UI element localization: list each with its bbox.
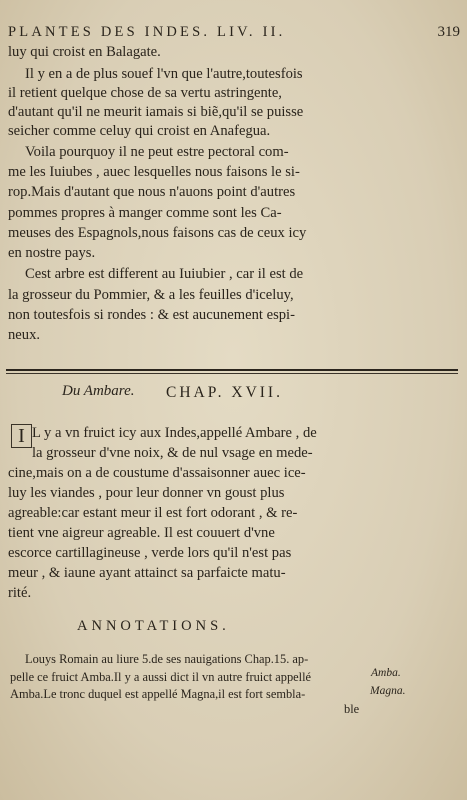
text-line: non toutesfois si rondes : & est aucunement espi-	[8, 307, 295, 323]
text-line: meur , & iaune ayant attainct sa parfaicte matu-	[8, 565, 286, 581]
text-line: seicher comme celuy qui croist en Anafegua.	[8, 123, 271, 139]
text-line: il retient quelque chose de sa vertu astringente,	[8, 85, 282, 101]
text-line: Cest arbre est different au Iuiubier , car il est de	[25, 266, 304, 282]
annotations-heading: ANNOTATIONS.	[77, 618, 230, 634]
text-line: tient vne aigreur agreable. Il est couuert d'vne	[8, 525, 275, 541]
annotation-line: Louys Romain au liure 5.de ses nauigations Chap.15. ap-	[25, 652, 309, 666]
text-line: rité.	[8, 585, 32, 601]
text-line: meuses des Espagnols,nous faisons cas de ceux icy	[8, 225, 307, 241]
text-line: neux.	[8, 327, 41, 343]
running-title: PLANTES DES INDES. LIV. II.	[8, 24, 286, 40]
text-line: en nostre pays.	[8, 245, 96, 261]
section-rule	[6, 373, 458, 374]
text-line: escorce cartillagineuse , verde lors qu'il n'est pas	[8, 545, 292, 561]
text-line: la grosseur du Pommier, & a les feuilles d'iceluy,	[8, 287, 294, 303]
annotation-line: Amba.Le tronc duquel est appellé Magna,il est fort sembla-	[10, 687, 306, 701]
text-line: Il y en a de plus souef l'vn que l'autre,toutesfois	[25, 66, 303, 82]
text-line: rop.Mais d'autant que nous n'auons point d'autres	[8, 184, 296, 200]
text-line: luy qui croist en Balagate.	[8, 44, 161, 60]
text-line: d'autant qu'il ne meurit iamais si biẽ,qu'il se puisse	[8, 104, 304, 120]
margin-note: Amba.	[371, 667, 401, 679]
drop-cap: I	[11, 424, 32, 448]
text-line: luy les viandes , pour leur donner vn goust plus	[8, 485, 285, 501]
page-number: 319	[437, 24, 460, 40]
chapter-number: CHAP. XVII.	[166, 384, 283, 401]
running-header	[8, 24, 460, 41]
annotation-line: ble	[344, 702, 360, 716]
text-line: agreable:car estant meur il est fort odorant , & re-	[8, 505, 298, 521]
text-line: cine,mais on a de coustume d'assaisonner auec ice-	[8, 465, 306, 481]
chapter-title: Du Ambare.	[62, 383, 135, 399]
text-line: me les Iuiubes , auec lesquelles nous faisons le si-	[8, 164, 300, 180]
section-rule	[6, 369, 458, 371]
text-line: L y a vn fruict icy aux Indes,appellé Ambare , de	[32, 425, 317, 441]
text-line: la grosseur d'vne noix, & de nul vsage en mede-	[32, 445, 313, 461]
annotation-line: pelle ce fruict Amba.Il y a aussi dict il vn autre fruict appellé	[10, 670, 312, 684]
margin-note: Magna.	[370, 685, 406, 697]
text-line: pommes propres à manger comme sont les Ca-	[8, 205, 282, 221]
text-line: Voila pourquoy il ne peut estre pectoral com-	[25, 144, 289, 160]
